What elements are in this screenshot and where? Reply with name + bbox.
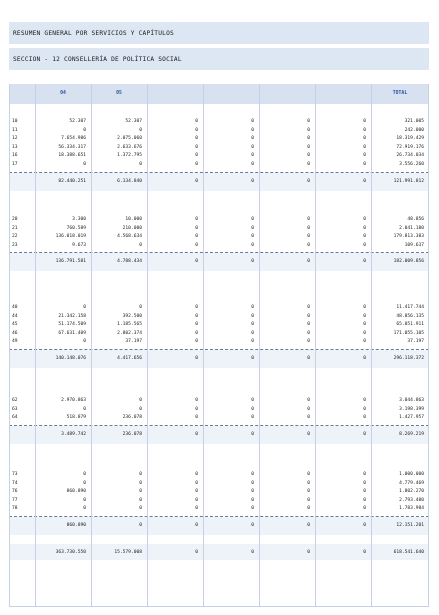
row-value: 0 <box>195 322 198 328</box>
row-code: 64 <box>12 415 18 421</box>
row-value: 0 <box>139 305 142 310</box>
column-divider <box>428 84 429 606</box>
row-value: 0 <box>195 339 198 345</box>
row-value: 0 <box>83 497 86 503</box>
subtotal-separator <box>9 349 429 350</box>
column-header-2: 05 <box>116 91 122 96</box>
row-value: 12.151.201 <box>396 523 424 528</box>
column-header-3 <box>147 84 203 104</box>
table-row <box>9 488 429 496</box>
column-header-1: 04 <box>60 91 66 96</box>
row-code: 76 <box>12 489 18 495</box>
row-value: 0 <box>307 406 310 412</box>
column-divider <box>91 84 92 606</box>
row-value: 0 <box>363 259 366 265</box>
column-divider <box>9 84 10 606</box>
row-value: 0 <box>251 489 254 495</box>
row-value: 0 <box>307 127 310 133</box>
row-value: 0 <box>251 153 254 159</box>
table-row <box>9 497 429 505</box>
table-row <box>9 242 429 250</box>
row-value: 0 <box>307 550 310 555</box>
row-value: 0 <box>251 322 254 328</box>
column-divider <box>315 84 316 606</box>
row-value: 0 <box>195 144 198 150</box>
row-value: 0 <box>251 472 254 477</box>
row-value: 518.879 <box>66 415 86 421</box>
table-row <box>9 216 429 224</box>
row-value: 0 <box>307 259 310 265</box>
row-value: 0 <box>363 480 366 486</box>
row-value: 0 <box>195 431 198 437</box>
row-value: 860.890 <box>66 523 86 528</box>
row-code: 12 <box>12 136 18 142</box>
row-value: 4.788.434 <box>117 259 142 265</box>
row-value: 8.269.219 <box>399 431 424 437</box>
row-code: 44 <box>12 313 18 319</box>
row-value: 67.631.409 <box>58 330 86 336</box>
row-value: 0 <box>195 259 198 265</box>
row-value: 0 <box>139 480 142 486</box>
row-value: 0 <box>251 497 254 503</box>
row-value: 0 <box>83 480 86 486</box>
row-value: 0 <box>363 305 366 310</box>
row-code <box>12 258 34 266</box>
row-value: 0 <box>251 398 254 403</box>
row-value: 0 <box>83 339 86 345</box>
row-value: 0 <box>83 127 86 133</box>
row-value: 0 <box>363 398 366 403</box>
row-value: 171.055.105 <box>393 330 424 336</box>
table-row <box>9 414 429 422</box>
table-row <box>9 127 429 135</box>
row-value: 0 <box>195 127 198 133</box>
row-value: 0 <box>251 523 254 528</box>
column-divider <box>371 84 372 606</box>
row-value: 0 <box>195 225 198 231</box>
row-value: 48.856.135 <box>396 313 424 319</box>
row-value: 0 <box>363 550 366 555</box>
row-value: 1.783.984 <box>399 506 424 512</box>
row-value: 0 <box>251 415 254 421</box>
row-value: 6.134.840 <box>117 178 142 184</box>
row-value: 0 <box>307 178 310 184</box>
row-code: 45 <box>12 322 18 328</box>
row-value: 1.802.270 <box>399 489 424 495</box>
row-value: 52.307 <box>69 119 86 124</box>
row-value: 0 <box>251 127 254 133</box>
row-value: 236.078 <box>122 415 142 421</box>
table-row <box>9 471 429 479</box>
row-value: 0 <box>363 153 366 159</box>
table-row <box>9 321 429 329</box>
row-value: 2.970.863 <box>61 398 86 403</box>
row-code: 16 <box>12 153 18 159</box>
row-value: 0 <box>363 431 366 437</box>
row-value: 0 <box>363 217 366 222</box>
row-code: 23 <box>12 242 18 248</box>
row-code: 74 <box>12 480 18 486</box>
row-value: 0 <box>251 178 254 184</box>
table-row <box>9 338 429 346</box>
row-value: 0 <box>195 523 198 528</box>
row-value: 0 <box>251 119 254 124</box>
column-header-6 <box>315 84 371 104</box>
row-value: 0 <box>251 406 254 412</box>
row-value: 0 <box>195 406 198 412</box>
row-value: 0 <box>195 489 198 495</box>
row-value: 65.051.911 <box>396 322 424 328</box>
row-code: 11 <box>12 127 18 133</box>
row-value: 10.000 <box>125 217 142 222</box>
row-value: 0 <box>83 162 86 167</box>
row-value: 0 <box>195 178 198 184</box>
row-value: 0 <box>251 431 254 437</box>
row-value: 0 <box>363 339 366 345</box>
row-value: 860.890 <box>66 489 86 495</box>
row-value: 2.793.480 <box>399 497 424 503</box>
row-value: 0 <box>195 356 198 361</box>
row-value: 0 <box>363 322 366 328</box>
table-row <box>9 304 429 312</box>
row-value: 0 <box>363 330 366 336</box>
row-value: 0 <box>363 472 366 477</box>
row-value: 179.813.383 <box>393 234 424 240</box>
column-header-0 <box>9 84 35 104</box>
row-value: 0 <box>195 119 198 124</box>
subtotal-row <box>9 178 429 186</box>
row-value: 0 <box>139 497 142 503</box>
row-code: 40 <box>12 305 18 310</box>
row-value: 0 <box>251 305 254 310</box>
row-value: 0 <box>139 489 142 495</box>
row-value: 0 <box>251 506 254 512</box>
row-value: 0 <box>363 225 366 231</box>
row-value: 0 <box>251 339 254 345</box>
row-value: 0 <box>363 356 366 361</box>
table-row <box>9 161 429 169</box>
row-value: 0 <box>251 136 254 142</box>
row-value: 3.044.863 <box>399 398 424 403</box>
row-value: 0 <box>363 415 366 421</box>
row-value: 0 <box>363 136 366 142</box>
row-value: 0 <box>307 472 310 477</box>
row-value: 0 <box>307 242 310 248</box>
row-value: 0 <box>139 406 142 412</box>
row-value: 3.198.399 <box>399 406 424 412</box>
row-value: 0 <box>251 480 254 486</box>
column-divider <box>259 84 260 606</box>
row-value: 0 <box>307 322 310 328</box>
row-value: 0 <box>307 497 310 503</box>
row-value: 0 <box>195 497 198 503</box>
row-code: 78 <box>12 506 18 512</box>
row-value: 0 <box>363 242 366 248</box>
row-value: 0 <box>307 480 310 486</box>
row-value: 0 <box>251 259 254 265</box>
subtotal-separator <box>9 425 429 426</box>
row-value: 2.802.374 <box>117 330 142 336</box>
column-header-7: TOTAL <box>392 91 408 96</box>
row-value: 0 <box>307 119 310 124</box>
column-divider <box>203 84 204 606</box>
row-code: 17 <box>12 162 18 167</box>
row-value: 0 <box>195 242 198 248</box>
row-value: 0 <box>307 305 310 310</box>
subtotal-row <box>9 431 429 439</box>
row-value: 0 <box>83 305 86 310</box>
row-code: 77 <box>12 497 18 503</box>
row-value: 0 <box>251 225 254 231</box>
row-value: 760.589 <box>66 225 86 231</box>
row-value: 18.388.651 <box>58 153 86 159</box>
row-value: 0 <box>195 550 198 555</box>
row-value: 0 <box>363 178 366 184</box>
row-code: 73 <box>12 472 18 477</box>
row-value: 37.197 <box>125 339 142 345</box>
row-value: 0 <box>195 136 198 142</box>
row-value: 3.300 <box>72 217 86 222</box>
row-value: 0 <box>251 330 254 336</box>
row-value: 109.637 <box>404 242 424 248</box>
row-value: 0 <box>139 242 142 248</box>
row-value: 321.005 <box>404 119 424 124</box>
row-value: 0 <box>195 330 198 336</box>
row-code: 46 <box>12 330 18 336</box>
row-value: 3.556.260 <box>399 162 424 167</box>
row-value: 1.372.795 <box>117 153 142 159</box>
row-value: 0 <box>251 313 254 319</box>
row-value: 0 <box>307 136 310 142</box>
row-value: 296.118.372 <box>393 356 424 361</box>
row-value: 0 <box>251 550 254 555</box>
row-value: 0 <box>307 162 310 167</box>
table-row <box>9 118 429 126</box>
row-value: 0 <box>307 153 310 159</box>
row-value: 15.579.008 <box>114 550 142 555</box>
section-title: SECCION - 12 CONSELLERÍA DE POLÍTICA SOCIAL <box>13 55 182 63</box>
row-code <box>12 549 34 557</box>
row-value: 56.334.317 <box>58 144 86 150</box>
subtotal-row <box>9 355 429 363</box>
row-value: 0 <box>307 398 310 403</box>
row-value: 0 <box>251 356 254 361</box>
row-value: 0 <box>363 127 366 133</box>
row-value: 0 <box>307 356 310 361</box>
row-code: 63 <box>12 406 18 412</box>
row-value: 18.319.429 <box>396 136 424 142</box>
row-value: 0 <box>363 489 366 495</box>
row-value: 48.856 <box>407 217 424 222</box>
row-value: 0 <box>195 415 198 421</box>
row-value: 0 <box>307 523 310 528</box>
column-header-4 <box>203 84 259 104</box>
row-value: 0 <box>195 472 198 477</box>
row-code: 62 <box>12 398 18 403</box>
table-row <box>9 313 429 321</box>
row-value: 72.919.176 <box>396 144 424 150</box>
row-value: 618.541.640 <box>393 550 424 555</box>
row-value: 0 <box>363 313 366 319</box>
table-row <box>9 152 429 160</box>
row-code: 10 <box>12 119 18 124</box>
row-value: 37.197 <box>407 339 424 345</box>
column-header-5 <box>259 84 315 104</box>
row-value: 0 <box>139 506 142 512</box>
row-value: 0 <box>195 398 198 403</box>
row-code <box>12 431 34 439</box>
row-value: 0 <box>307 225 310 231</box>
row-value: 0 <box>83 406 86 412</box>
row-code <box>12 355 34 363</box>
row-code: 22 <box>12 234 18 240</box>
row-value: 0 <box>251 162 254 167</box>
row-value: 0 <box>251 242 254 248</box>
row-value: 140.148.076 <box>55 356 86 361</box>
row-value: 4.779.469 <box>399 480 424 486</box>
subtotal-separator <box>9 172 429 173</box>
row-value: 0 <box>307 506 310 512</box>
table-row <box>9 144 429 152</box>
row-value: 242.000 <box>404 127 424 133</box>
row-value: 121.991.812 <box>393 178 424 184</box>
row-value: 182.009.856 <box>393 259 424 265</box>
table-row <box>9 505 429 513</box>
row-value: 0 <box>139 523 142 528</box>
row-value: 236.078 <box>122 431 142 437</box>
row-value: 0 <box>363 506 366 512</box>
row-value: 136.791.581 <box>55 259 86 265</box>
row-code <box>12 178 34 186</box>
row-value: 4.417.656 <box>117 356 142 361</box>
row-value: 3.489.742 <box>61 431 86 437</box>
row-value: 2.633.676 <box>117 144 142 150</box>
row-value: 1.000.000 <box>399 472 424 477</box>
row-value: 51.174.509 <box>58 322 86 328</box>
row-value: 82.440.251 <box>58 178 86 184</box>
row-value: 0 <box>307 415 310 421</box>
grand-total-row <box>9 549 429 557</box>
row-value: 0 <box>139 398 142 403</box>
column-header-row <box>9 84 429 104</box>
row-value: 0 <box>307 339 310 345</box>
row-value: 0 <box>363 523 366 528</box>
summary-table <box>9 84 429 607</box>
row-value: 0 <box>307 313 310 319</box>
row-value: 2.075.060 <box>117 136 142 142</box>
subtotal-row <box>9 522 429 530</box>
subtotal-separator <box>9 252 429 253</box>
table-row <box>9 225 429 233</box>
row-value: 136.018.019 <box>55 234 86 240</box>
row-value: 0 <box>251 234 254 240</box>
row-code <box>12 522 34 530</box>
column-divider <box>147 84 148 606</box>
row-value: 0 <box>307 431 310 437</box>
row-value: 0 <box>363 162 366 167</box>
row-code: 49 <box>12 339 18 345</box>
row-value: 0 <box>195 313 198 319</box>
row-value: 0 <box>139 127 142 133</box>
row-value: 0 <box>307 489 310 495</box>
row-value: 2.041.180 <box>399 225 424 231</box>
table-row <box>9 480 429 488</box>
row-value: 392.500 <box>122 313 142 319</box>
table-row <box>9 406 429 414</box>
row-value: 0 <box>195 305 198 310</box>
row-value: 21.342.158 <box>58 313 86 319</box>
row-value: 0 <box>363 234 366 240</box>
row-value: 363.730.550 <box>55 550 86 555</box>
subtotal-separator <box>9 516 429 517</box>
row-code: 20 <box>12 217 18 222</box>
row-value: 0 <box>307 330 310 336</box>
row-value: 0 <box>195 480 198 486</box>
row-value: 0 <box>363 497 366 503</box>
row-value: 0 <box>195 234 198 240</box>
row-value: 1.185.565 <box>117 322 142 328</box>
row-value: 0 <box>307 217 310 222</box>
row-value: 0 <box>83 506 86 512</box>
report-title: RESUMEN GENERAL POR SERVICIOS Y CAPÍTULOS <box>13 29 174 37</box>
row-value: 1.427.957 <box>399 415 424 421</box>
row-value: 52.307 <box>125 119 142 124</box>
table-row <box>9 135 429 143</box>
row-code: 21 <box>12 225 18 231</box>
row-value: 0 <box>139 162 142 167</box>
table-row <box>9 330 429 338</box>
row-value: 0 <box>307 144 310 150</box>
subtotal-row <box>9 258 429 266</box>
section-title-bar <box>9 48 429 70</box>
column-divider <box>35 84 36 606</box>
table-row <box>9 397 429 405</box>
report-title-bar <box>9 22 429 44</box>
row-value: 7.654.986 <box>61 136 86 142</box>
row-value: 0 <box>139 472 142 477</box>
row-value: 4.568.634 <box>117 234 142 240</box>
row-value: 9.673 <box>72 242 86 248</box>
row-value: 0 <box>363 406 366 412</box>
row-value: 0 <box>251 217 254 222</box>
row-value: 0 <box>195 162 198 167</box>
row-value: 0 <box>195 217 198 222</box>
row-code: 13 <box>12 144 18 150</box>
row-value: 0 <box>83 472 86 477</box>
row-value: 0 <box>195 506 198 512</box>
row-value: 0 <box>363 144 366 150</box>
row-value: 210.000 <box>122 225 142 231</box>
row-value: 0 <box>195 153 198 159</box>
row-value: 0 <box>363 119 366 124</box>
row-value: 26.734.034 <box>396 153 424 159</box>
row-value: 0 <box>251 144 254 150</box>
row-value: 0 <box>307 234 310 240</box>
row-value: 11.417.744 <box>396 305 424 310</box>
table-row <box>9 233 429 241</box>
